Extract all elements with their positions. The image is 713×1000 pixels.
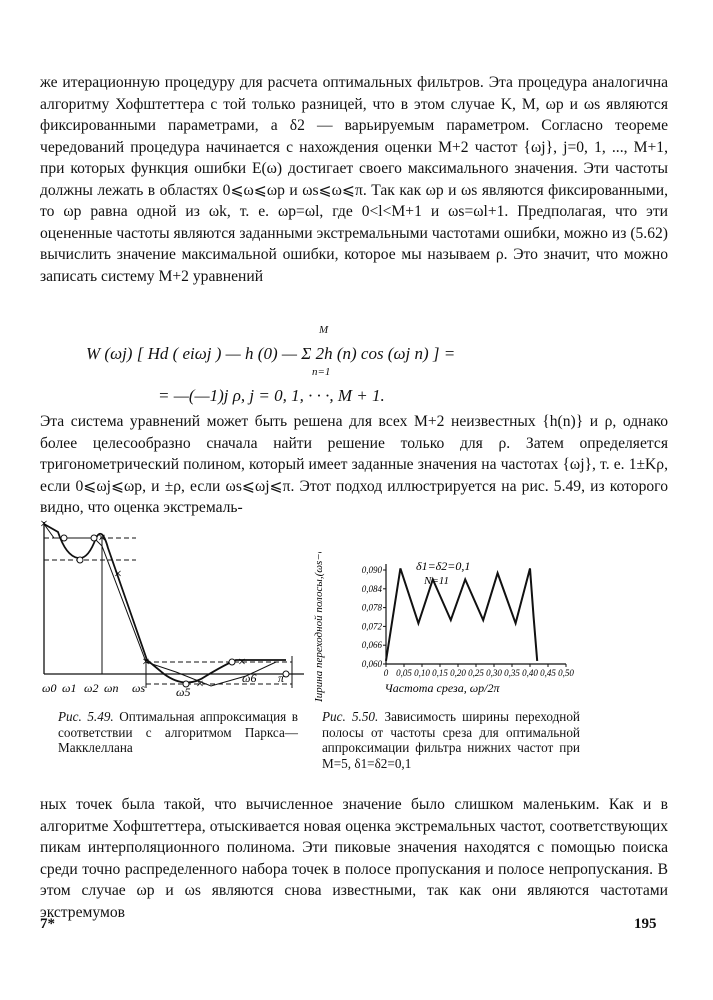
x-tick-label: 0 [383, 668, 389, 678]
extremum-marker [61, 535, 67, 541]
extremum-marker [77, 557, 83, 563]
paragraph-system [40, 411, 668, 519]
extremum-marker: × [238, 655, 246, 670]
series-line [386, 568, 537, 661]
x-tick-label: 0,35 [504, 668, 520, 678]
chart-subtitle: N=11 [424, 575, 449, 587]
paragraph-intro [40, 72, 668, 287]
chart-xlabel: Частота среза, ωp/2π [384, 681, 500, 695]
chart-title: δ1=δ2=0,1 [416, 559, 471, 573]
label-omega-5: ω5 [176, 685, 191, 698]
y-tick-label: 0,084 [361, 583, 382, 594]
paragraph-continuation [40, 794, 668, 923]
x-tick-label: 0,05 [396, 668, 412, 678]
y-tick-label: 0,060 [361, 659, 382, 669]
y-tick-label: 0,066 [361, 640, 382, 651]
x-tick-label: 0,30 [486, 668, 502, 678]
page-number: 195 [634, 916, 657, 932]
caption-5-50-label: Рис. 5.50. [322, 709, 379, 724]
figure-5-49 [36, 516, 308, 698]
figure-5-50 [312, 552, 574, 702]
label-omega-0: ω0 [42, 681, 57, 695]
label-omega-1: ω1 [62, 681, 77, 695]
extremum-marker: × [40, 517, 48, 532]
paragraph-intro-text: же итерационную процедуру для расчета оптимальных фильтров. Эта процедура аналогична алгоритму Хофштеттера с той только разницей, что в этом случае K, M, ωp и ωs являются фиксированными параметрами, а δ2 — варьируемым параметром. Согласно теореме чередований процедура начинается с нахождения оценки M+2 частот {ωj}, j=0, 1, ..., M+1, при которых функция ошибки E(ω) достигает своего максимального значения. Эти частоты должны лежать в областях 0⩽ω⩽ωp и ωs⩽ω⩽π. Так как ωp и ωs являются фиксированными, то ωp равна одной из ωk, т. е. ωp=ωl, где 0<l<M+1 и ωs=ωl+1. Предполагая, что эти оцененные частоты являются заданными экстремальными частотами ошибки, можно из (5.62) вычислить значение максимальной ошибки, которое мы называем ρ. Это значит, что можно записать систему M+2 уравнений [40, 74, 668, 285]
x-tick-label: 0,10 [414, 668, 430, 678]
paragraph-continuation-text: ных точек была такой, что вычисленное значение было слишком маленьким. Как и в алгоритме Хофштеттера, отыскивается новая оценка экстремальных частот, соответствующих пикам интерполяционного полинома. Эти пиковые значения находятся с помощью поиска среди точно распределенного набора точек в полосе пропускания и полосе непропускания. В этом случае ωp и ωs являются снова известными, так как они являются частотами экстремумов [40, 796, 668, 921]
y-tick-label: 0,090 [361, 565, 382, 575]
extremum-marker: × [98, 531, 106, 546]
x-tick-label: 0,50 [558, 668, 574, 678]
extremum-marker [91, 535, 97, 541]
caption-5-49 [58, 709, 298, 756]
equation-line-1: W (ωj) [ Hd ( eiωj ) — h (0) — Σ 2h (n) cos (ωj n) ] = [86, 344, 456, 363]
extremum-marker: × [196, 677, 204, 692]
equation-sum-bottom: n=1 [312, 366, 331, 378]
figure-5-49-plot [36, 516, 308, 698]
label-omega-s: ωs [132, 681, 146, 695]
extremum-marker [229, 659, 235, 665]
label-omega-6: ω6 [242, 671, 257, 685]
y-tick-label: 0,072 [361, 621, 382, 632]
equation-sum-top: M [319, 324, 329, 336]
x-tick-label: 0,20 [450, 668, 466, 678]
label-pi: π [278, 671, 285, 685]
x-tick-label: 0,25 [468, 668, 484, 678]
label-omega-2: ω2 [84, 681, 99, 695]
interpolating-polynomial-curve [44, 524, 286, 683]
caption-5-49-text: Оптимальная аппроксимация в соответствии с алгоритмом Паркса—Макклеллана [58, 709, 298, 755]
extremum-marker: × [114, 567, 122, 582]
extremum-marker: × [142, 655, 150, 670]
x-tick-label: 0,40 [522, 668, 538, 678]
y-tick-label: 0,078 [361, 602, 382, 613]
caption-5-50-text: Зависимость ширины переходной полосы от частоты среза для оптимальной аппроксимации фильтра нижних частот при M=5, δ1=δ2=0,1 [322, 709, 580, 771]
label-omega-p: ωп [104, 681, 119, 695]
footer-signature-mark: 7* [40, 916, 55, 932]
caption-5-50 [322, 709, 580, 771]
caption-5-49-label: Рис. 5.49. [58, 709, 114, 724]
x-tick-label: 0,45 [540, 668, 556, 678]
x-tick-label: 0,15 [432, 668, 448, 678]
chart-ylabel: Ширина переходной полосы,(ωs−ωp)/2π [313, 552, 325, 702]
figure-5-50-chart [312, 552, 574, 702]
paragraph-system-text: Эта система уравнений может быть решена для всех M+2 неизвестных {h(n)} и ρ, однако более целесообразно сначала найти решение только для ρ. Затем определяется тригонометрический полином, который имеет заданные значения на частотах {ωj}, т. е. 1±Kρ, если 0⩽ωj⩽ωp, и ±ρ, если ωs⩽ωj⩽π. Этот подход иллюстрируется на рис. 5.49, из которого видно, что оценка экстремаль- [40, 413, 668, 516]
equation-line-2: = —(—1)j ρ, j = 0, 1, · · ·, M + 1. [158, 386, 385, 405]
